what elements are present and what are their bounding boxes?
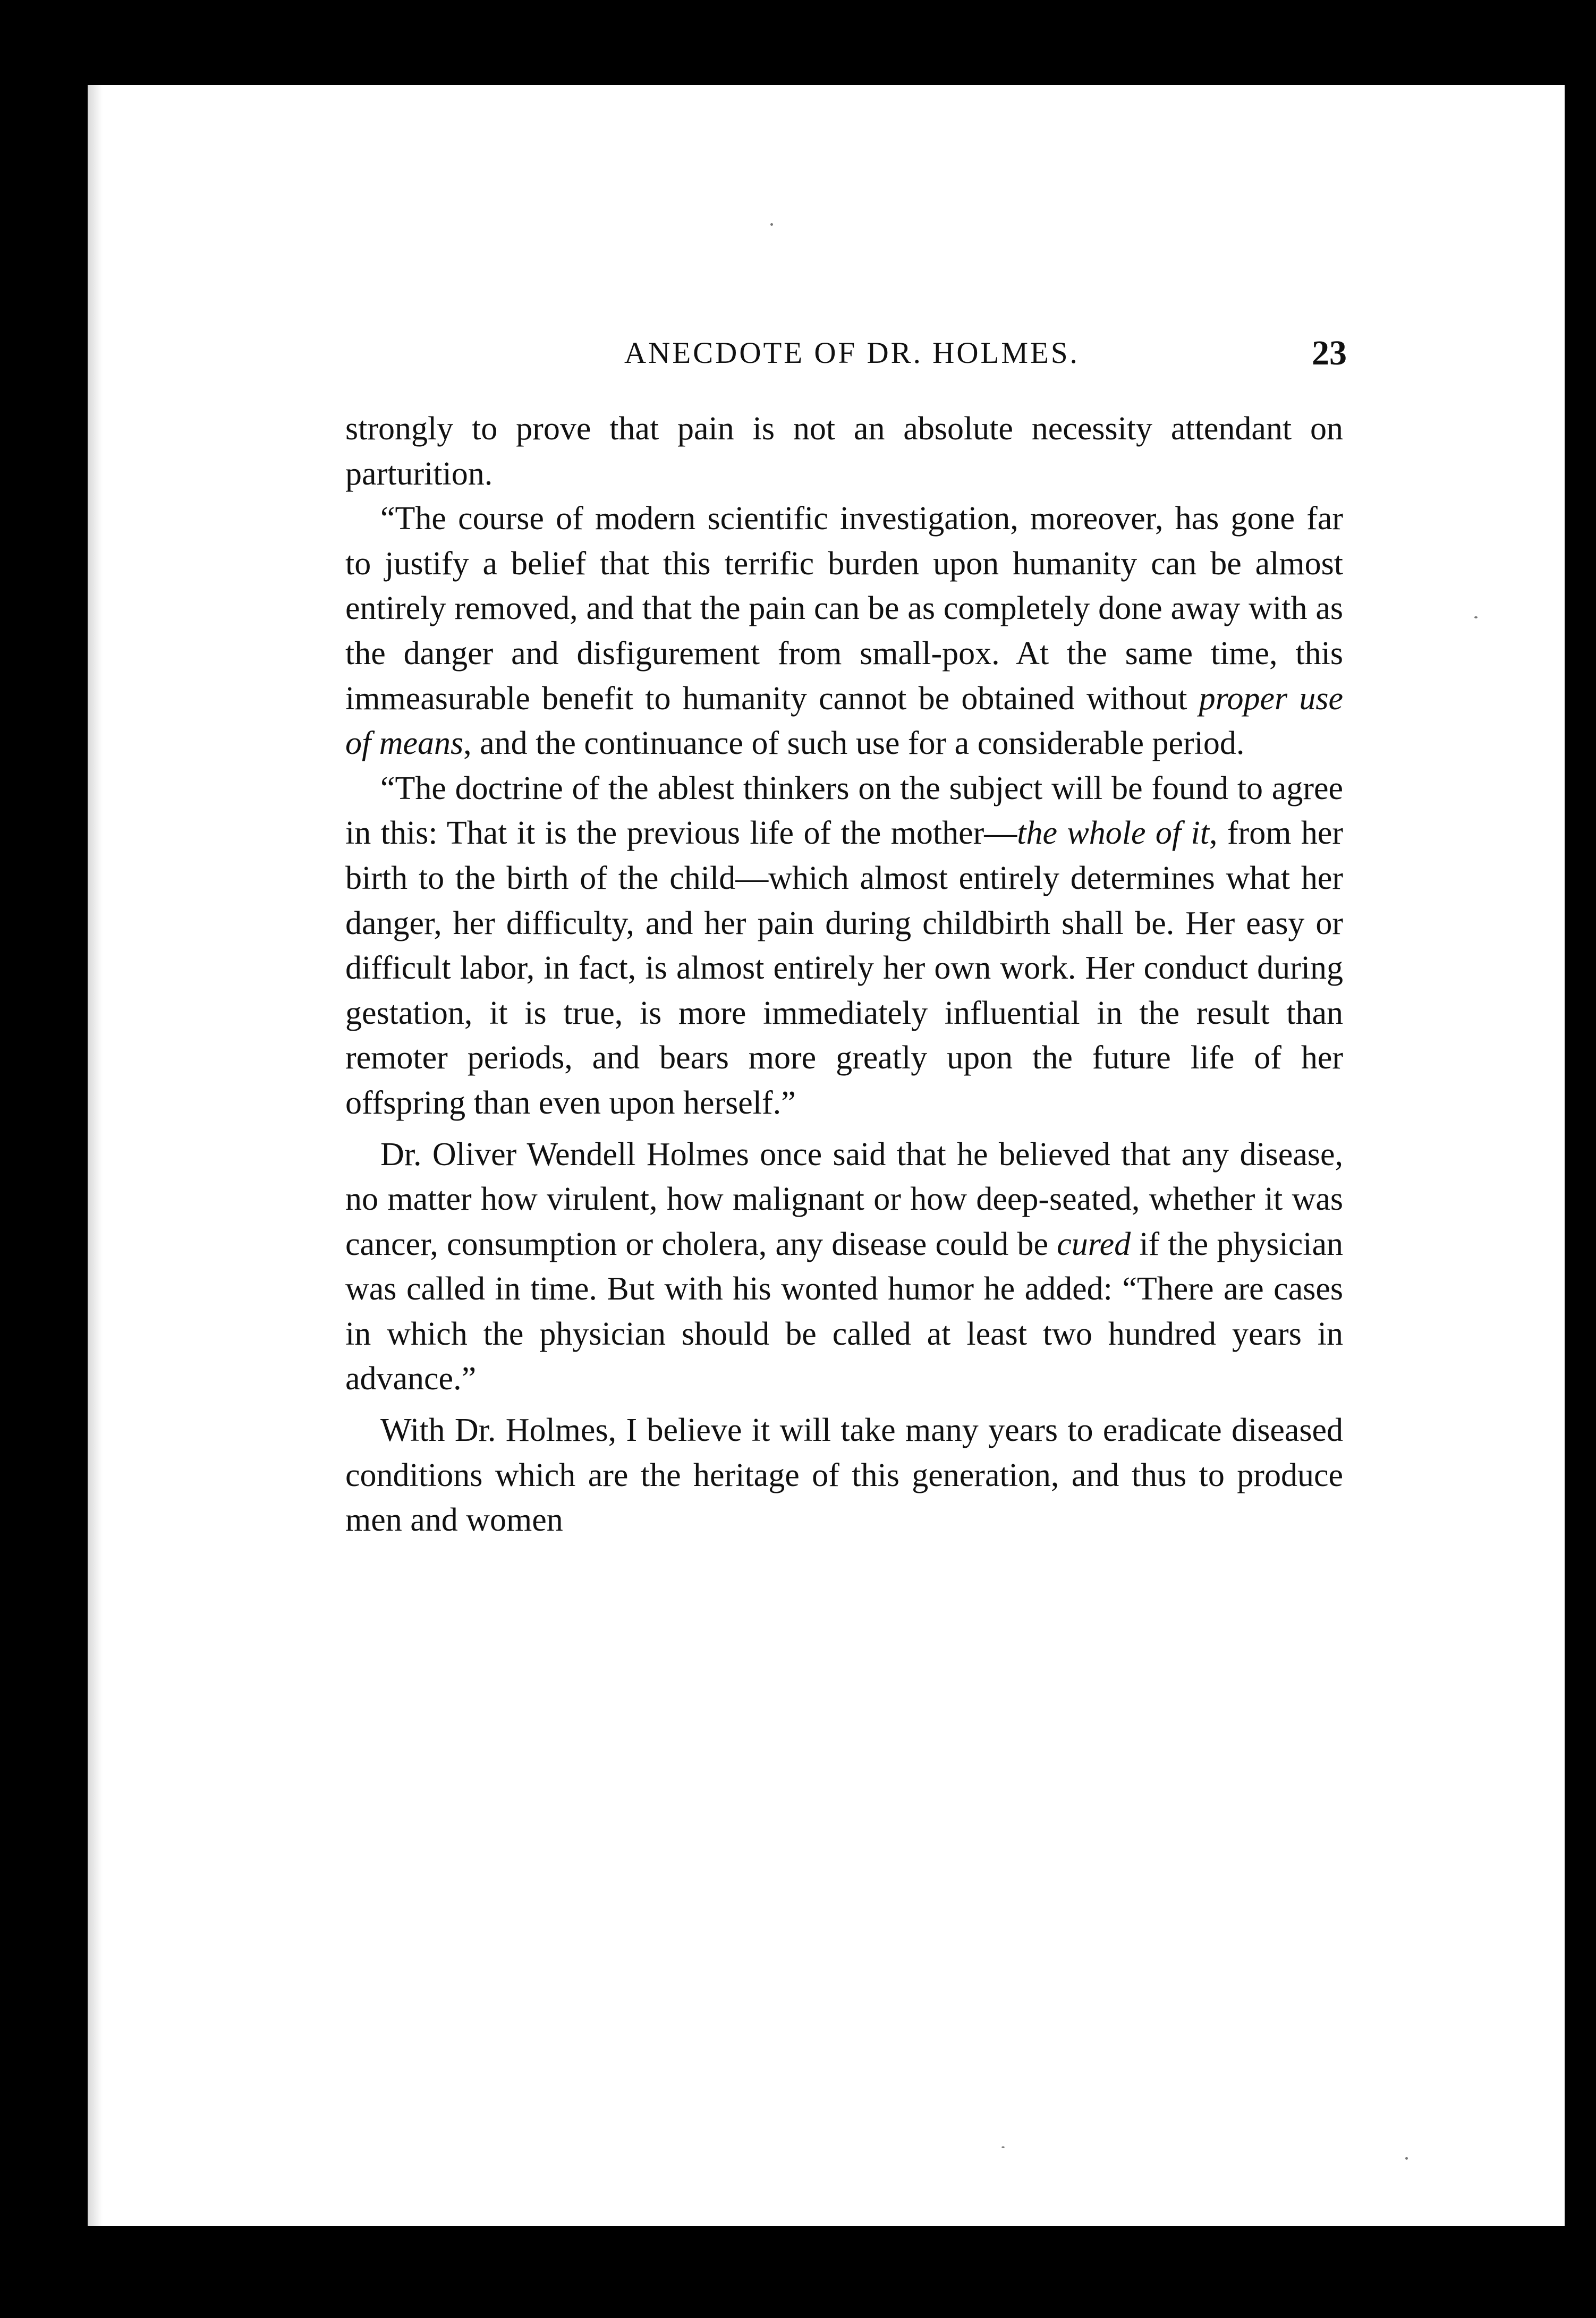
text-run: “The doctrine of the ablest thinkers on the subject will be found to agree in this: That it is the previous life of the mother— (345, 770, 1343, 852)
paper-speck (1474, 616, 1478, 618)
italic-run: the whole of it (1017, 815, 1209, 852)
paragraph-2 (345, 496, 1343, 766)
text-run: if the physician was called in time. But with his wonted humor he added: “There are cases in which the physician should be called at least two hundred years in advance.” (345, 1226, 1343, 1397)
italic-run: cured (1057, 1226, 1131, 1262)
text-run: , from her birth to the birth of the child—which almost entirely determines what her danger, her difficulty, and her pain during childbirth shall be. Her easy or difficult labor, in fact, is almost entirely her own work. Her conduct during gestation, it is true, is more immediately influential in the result than remoter periods, and bears more greatly upon the future life of her offspring than even upon herself.” (345, 815, 1343, 1121)
text-run: With Dr. Holmes, I believe it will take many years to eradicate diseased conditions which are the heritage of this generation, and thus to produce men and women (345, 1412, 1343, 1539)
text-run: , and the continuance of such use for a considerable period. (463, 725, 1245, 762)
paper-speck (1405, 2157, 1408, 2160)
body-text (345, 406, 1343, 1543)
page-number: 23 (1312, 334, 1347, 372)
paper-speck (770, 223, 773, 226)
binding-edge (88, 85, 103, 2226)
paragraph-4 (345, 1132, 1343, 1402)
text-run: Dr. Oliver Wendell Holmes once said that he believed that any disease, no matter how virulent, how malignant or how deep-seated, whether it was cancer, consumption or cholera, any disease could be (345, 1136, 1343, 1262)
text-run: “The course of modern scientific investigation, moreover, has gone far to justify a belief that this terrific burden upon humanity can be almost entirely removed, and that the pain can be as completely done away with as the danger and disfigurement from small-pox. At the same time, this immeasurable benefit to humanity cannot be obtained without (345, 500, 1343, 717)
paper-speck (1001, 2146, 1005, 2148)
paragraph-5 (345, 1408, 1343, 1543)
book-page (88, 85, 1565, 2226)
running-title: ANECDOTE OF DR. HOLMES. (624, 336, 1080, 370)
paragraph-3 (345, 766, 1343, 1126)
paragraph-1 (345, 406, 1343, 496)
italic-run: proper use of means (345, 680, 1343, 762)
text-run: strongly to prove that pain is not an absolute necessity attendant on parturition. (345, 411, 1343, 492)
page-header (534, 329, 1357, 377)
